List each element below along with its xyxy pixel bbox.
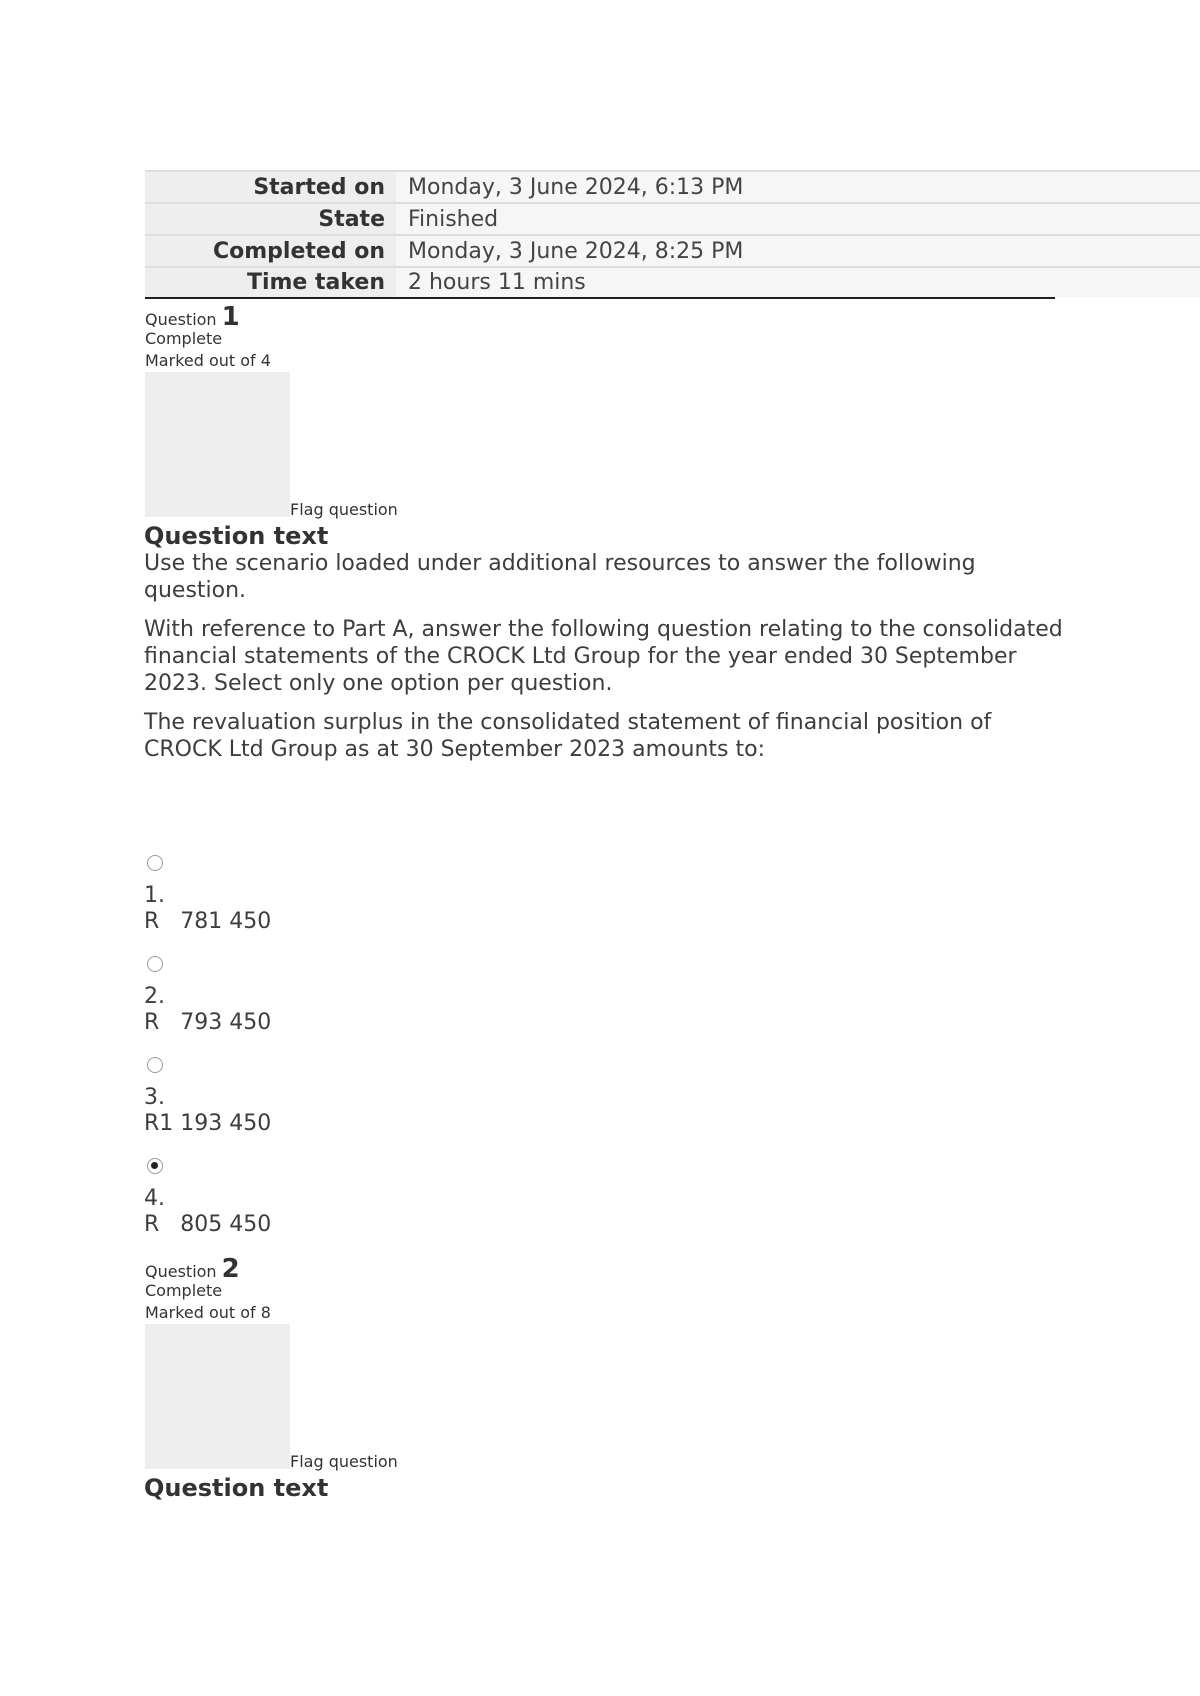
summary-row (145, 171, 1200, 203)
option-number: 4. (144, 1186, 165, 1211)
answer-option[interactable] (144, 1158, 271, 1238)
question-1-text (144, 550, 1074, 775)
flag-icon[interactable] (145, 372, 290, 517)
question-1-info (145, 302, 398, 517)
question-marks: Marked out of 4 (145, 351, 271, 370)
question-2-info (145, 1254, 398, 1469)
question-paragraph: The revaluation surplus in the consolidated statement of financial position of CROCK Ltd Group as at 30 September 2023 amounts to: (144, 710, 992, 762)
option-value[interactable]: R 805 450 (144, 1212, 272, 1237)
question-label: Question (145, 310, 217, 329)
summary-row (145, 267, 1200, 297)
summary-value: Monday, 3 June 2024, 6:13 PM (396, 171, 1200, 203)
answer-option[interactable] (144, 855, 271, 935)
option-value[interactable]: R1 193 450 (144, 1111, 272, 1136)
question-status: Complete (145, 1281, 223, 1300)
flag-question-control[interactable] (145, 372, 398, 517)
summary-row (145, 235, 1200, 267)
summary-label: Completed on (145, 235, 396, 267)
summary-value: Monday, 3 June 2024, 8:25 PM (396, 235, 1200, 267)
summary-divider (145, 297, 1055, 299)
summary-label: State (145, 203, 396, 235)
answer-option[interactable] (144, 1057, 271, 1137)
summary-row (145, 203, 1200, 235)
flag-question-label[interactable]: Flag question (290, 1452, 398, 1471)
radio-button[interactable] (147, 1057, 163, 1073)
question-number: 1 (221, 302, 240, 332)
question-number-row (145, 1254, 398, 1284)
flag-question-control[interactable] (145, 1324, 398, 1469)
summary-label: Started on (145, 171, 396, 203)
radio-button[interactable] (147, 956, 163, 972)
question-number: 2 (221, 1254, 240, 1284)
radio-button-selected[interactable] (147, 1158, 163, 1174)
question-paragraph: Use the scenario loaded under additional resources to answer the following question. (144, 551, 976, 603)
question-marks: Marked out of 8 (145, 1303, 271, 1322)
radio-button[interactable] (147, 855, 163, 871)
option-number: 2. (144, 984, 165, 1009)
summary-label: Time taken (145, 267, 396, 297)
flag-question-label[interactable]: Flag question (290, 500, 398, 519)
question-label: Question (145, 1262, 217, 1281)
question-text-heading: Question text (144, 1474, 329, 1502)
summary-value: Finished (396, 203, 1200, 235)
question-status: Complete (145, 329, 223, 348)
option-value[interactable]: R 781 450 (144, 909, 272, 934)
question-number-row (145, 302, 398, 332)
summary-value: 2 hours 11 mins (396, 267, 1200, 297)
question-paragraph: With reference to Part A, answer the following question relating to the consolidated financial statements of the CROCK Ltd Group for the year ended 30 September 2023. Select only one option per question. (144, 617, 1063, 696)
option-number: 3. (144, 1085, 165, 1110)
option-value[interactable]: R 793 450 (144, 1010, 272, 1035)
answer-option[interactable] (144, 956, 271, 1036)
flag-icon[interactable] (145, 1324, 290, 1469)
option-number: 1. (144, 883, 165, 908)
question-text-heading: Question text (144, 522, 329, 550)
attempt-summary-table (145, 170, 1200, 297)
